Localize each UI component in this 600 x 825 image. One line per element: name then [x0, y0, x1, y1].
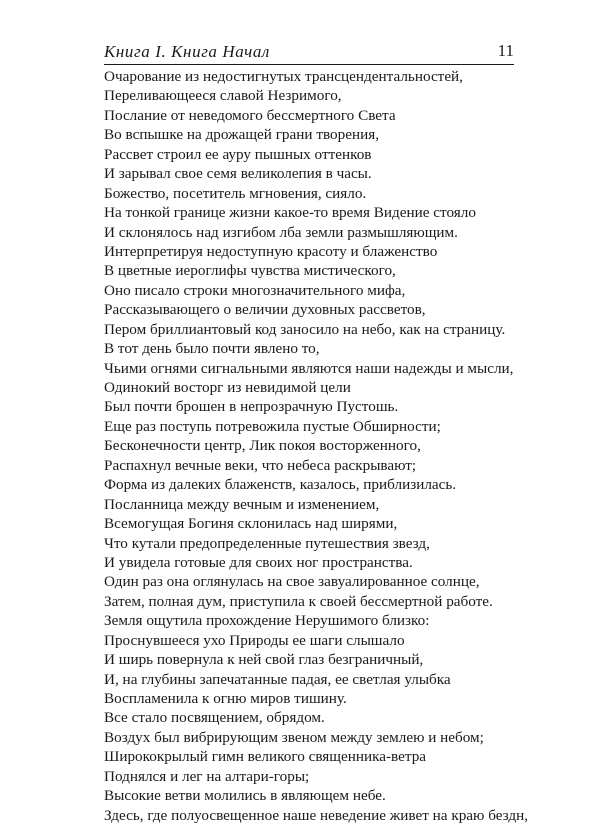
poem-line: Интерпретируя недоступную красоту и блаженство	[104, 242, 438, 260]
poem-text	[104, 67, 529, 825]
poem-line: Был почти брошен в непрозрачную Пустошь.	[104, 398, 399, 416]
poem-line: Воздух был вибрирующим звеном между землею и небом;	[104, 728, 484, 746]
poem-line: Затем, полная дум, приступила к своей бессмертной работе.	[104, 592, 493, 610]
poem-line: И ширь повернула к ней свой глаз безграничный,	[104, 651, 424, 669]
poem-line: Во вспышке на дрожащей грани творения,	[104, 126, 379, 144]
poem-line: Форма из далеких блаженств, казалось, приблизилась.	[104, 476, 457, 494]
poem-line: Еще раз поступь потревожила пустые Обширности;	[104, 417, 441, 435]
poem-line: И зарывал свое семя великолепия в часы.	[104, 165, 372, 183]
page-number: 11	[497, 41, 514, 60]
poem-line: Один раз она оглянулась на свое завуалированное солнце,	[104, 573, 480, 591]
poem-line: На тонкой границе жизни какое-то время Видение стояло	[104, 204, 476, 222]
poem-line: В цветные иероглифы чувства мистического,	[104, 262, 396, 280]
poem-line: Одинокий восторг из невидимой цели	[104, 379, 351, 396]
poem-line: Рассвет строил ее ауру пышных оттенков	[104, 145, 372, 163]
poem-line: Поднялся и лег на алтари-горы;	[104, 767, 310, 785]
poem-line: Что кутали предопределенные путешествия звезд,	[104, 534, 430, 552]
poem-line: Здесь, где полуосвещенное наше неведение живет на краю бездн,	[104, 806, 529, 824]
poem-line: Очарование из недостигнутых трансцендентальностей,	[104, 68, 463, 85]
poem-line: Оно писало строки многозначительного мифа,	[104, 281, 406, 299]
poem-line: Высокие ветви молились в являющем небе.	[104, 787, 386, 805]
poem-line: Воспламенила к огню миров тишину.	[104, 690, 347, 707]
poem-line: Божество, посетитель мгновения, сияло.	[104, 184, 367, 202]
poem-line: И склонялось над изгибом лба земли размышляющим.	[104, 223, 458, 241]
poem-line: Рассказывающего о величии духовных рассветов,	[104, 301, 426, 319]
poem-line: Послание от неведомого бессмертного Света	[104, 106, 396, 124]
poem-line: Распахнул вечные веки, что небеса раскрывают;	[104, 456, 417, 474]
poem-line: Чьими огнями сигнальными являются наши надежды и мысли,	[104, 359, 514, 377]
poem-line: Земля ощутила прохождение Нерушимого близко:	[104, 612, 430, 630]
poem-line: В тот день было почти явлено то,	[104, 340, 320, 358]
poem-line: Ширококрылый гимн великого священника-ветра	[104, 748, 427, 766]
poem-line: Бесконечности центр, Лик покоя восторженного,	[104, 437, 421, 455]
poem-line: Всемогущая Богиня склонилась над ширями,	[104, 515, 398, 533]
poem-line: Все стало посвящением, обрядом.	[104, 709, 325, 727]
poem-line: И увидела готовые для своих ног пространства.	[104, 553, 413, 571]
poem-line: Посланница между вечным и изменением,	[104, 495, 380, 513]
poem-line: И, на глубины запечатанные падая, ее светлая улыбка	[104, 670, 451, 688]
poem-line: Проснувшееся ухо Природы ее шаги слышало	[104, 631, 405, 649]
header-divider	[104, 64, 514, 65]
running-header-title: Книга I. Книга Начал	[104, 42, 270, 61]
poem-line: Переливающееся славой Незримого,	[104, 87, 342, 105]
running-header	[104, 40, 514, 64]
poem-line: Пером бриллиантовый код заносило на небо, как на страницу.	[104, 320, 506, 338]
